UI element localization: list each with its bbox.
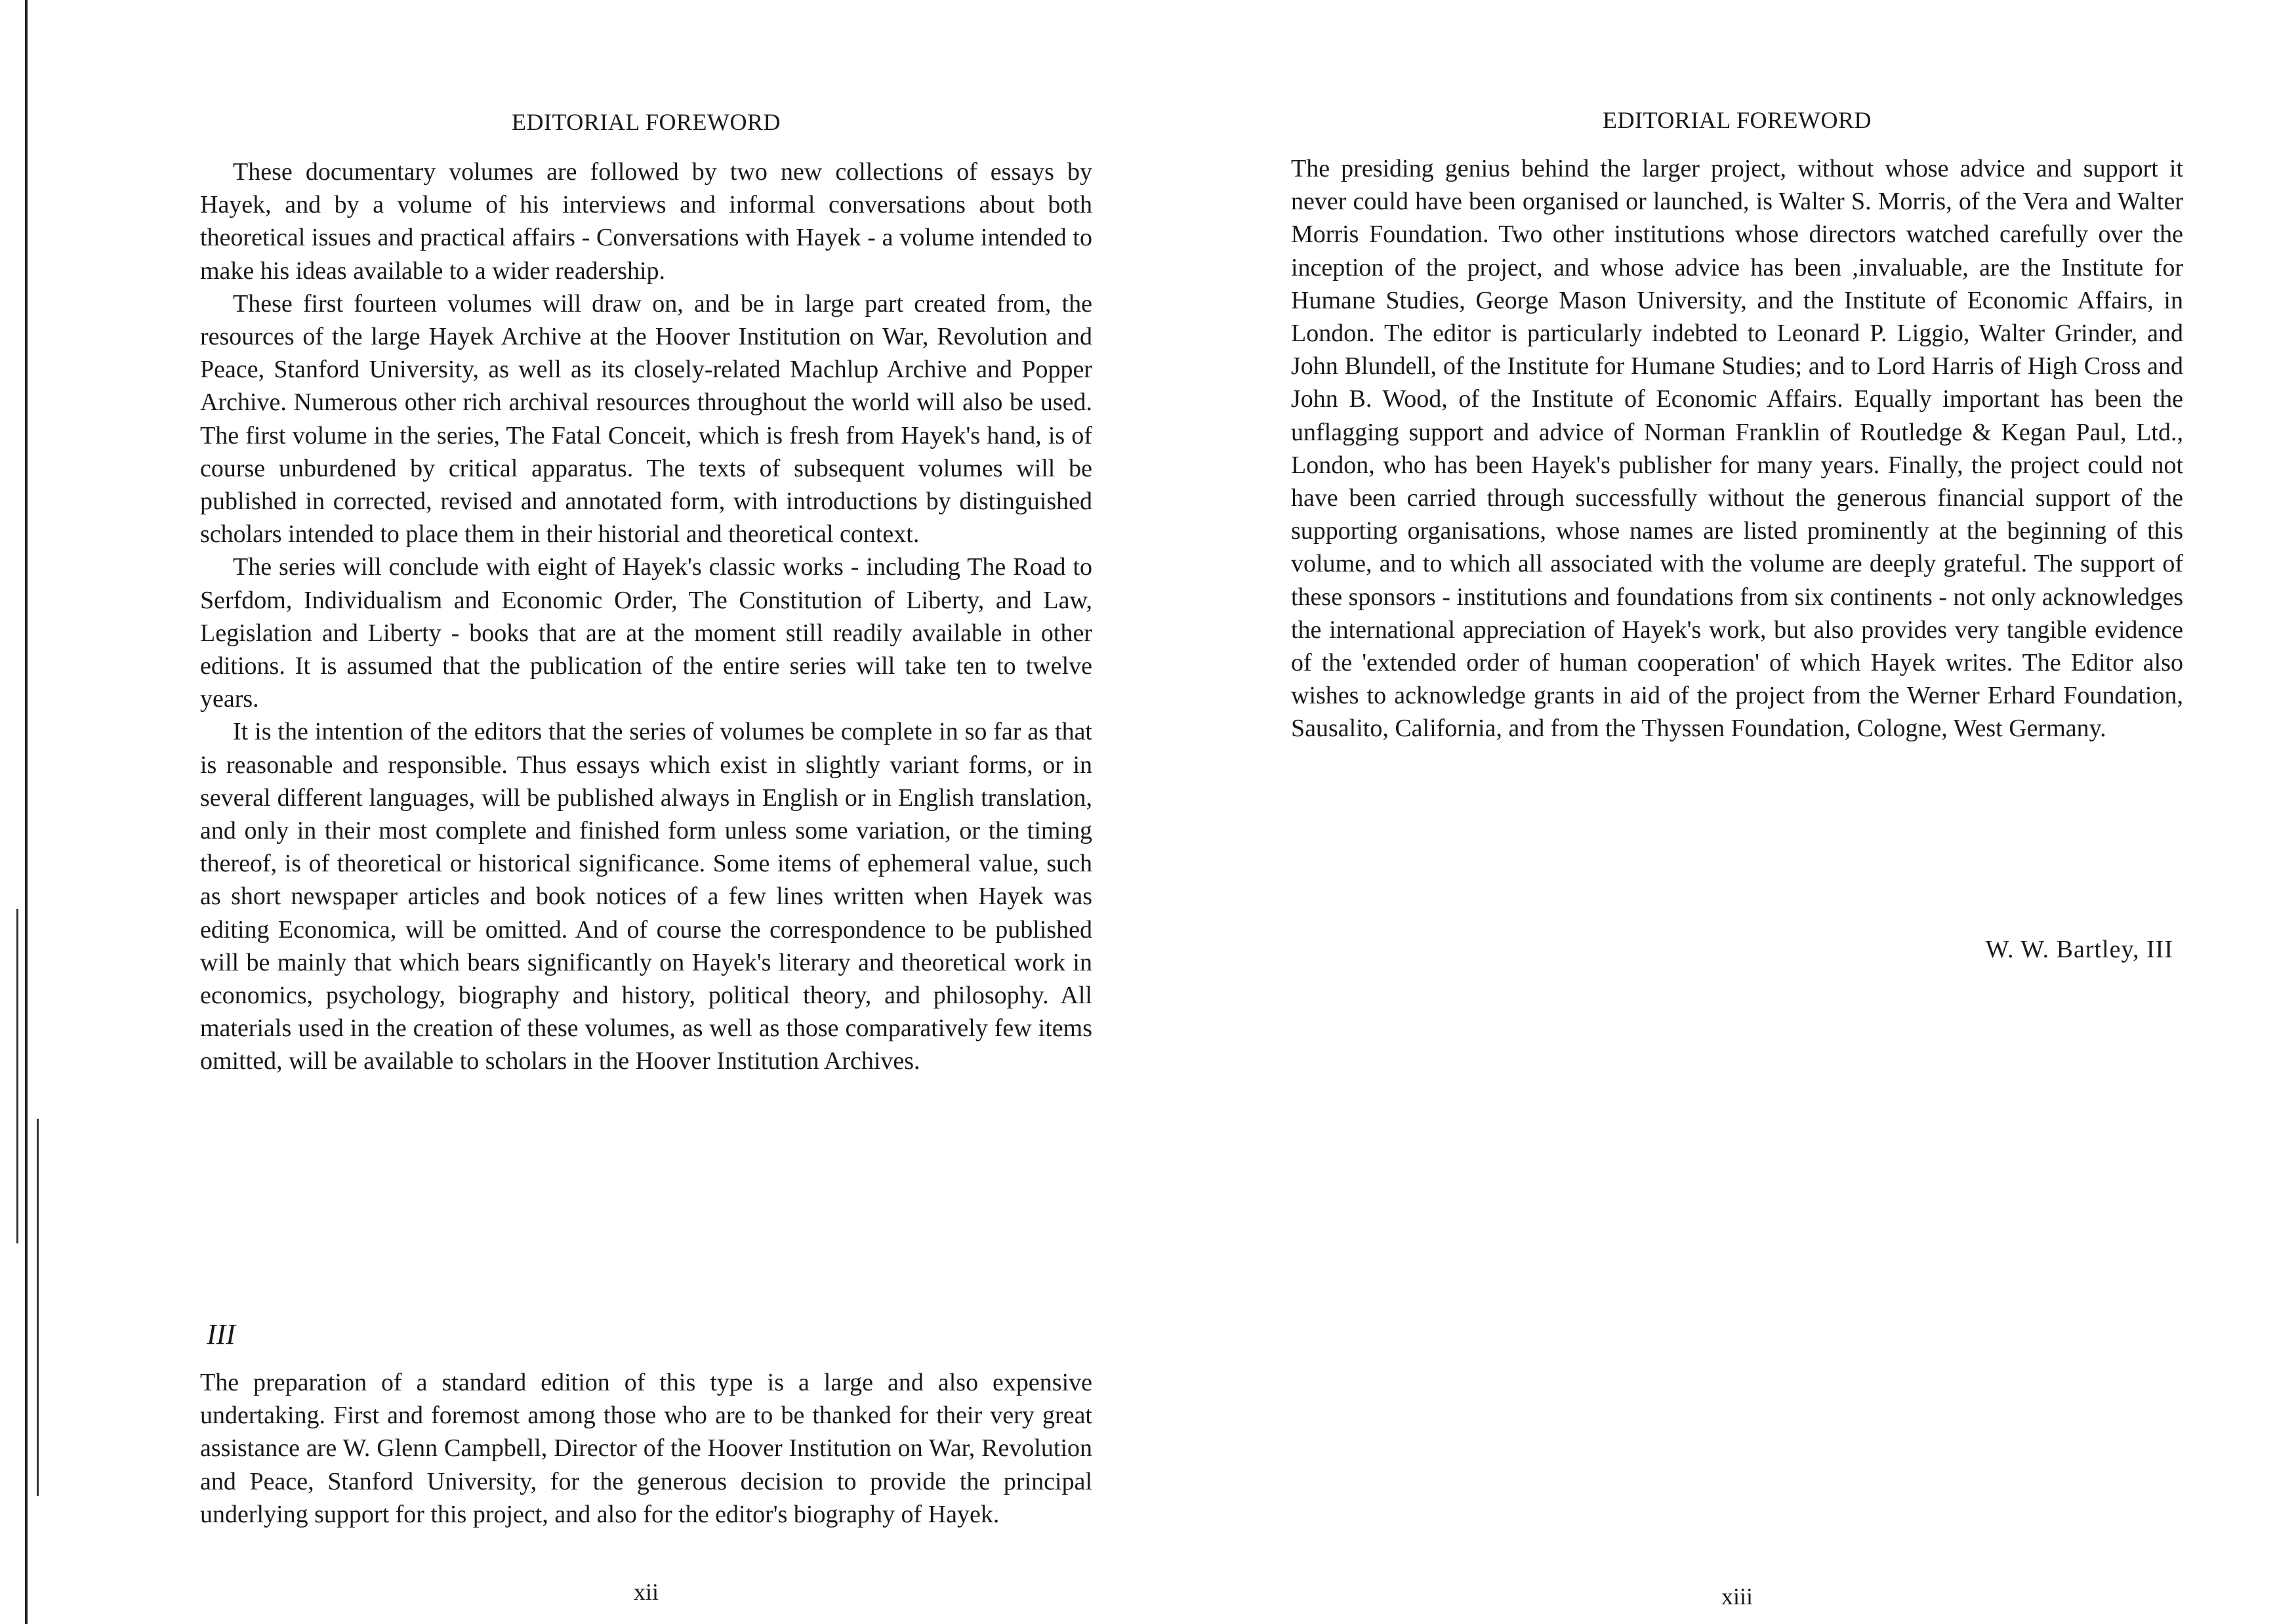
body-text [200,156,1092,1078]
body-text [1291,152,2183,745]
running-head: EDITORIAL FOREWORD [1603,107,1872,133]
paragraph: It is the intention of the editors that the series of volumes be complete in so far as that is reasonable and responsible. Thus essays which exist in slightly variant forms, or in several different languages, will be published always in English or in English translation, and only in their most complete and finished form unless some variation, or the timing thereof, is of theoretical or historical significance. Some items of ephemeral value, such as short newspaper articles and book notices of a few lines written when Hayek was editing Economica, will be omitted. And of course the correspondence to be published will be mainly that which bears significantly on Hayek's literary and theoretical work in economics, psychology, biography and history, political theory, and philosophy. All materials used in the creation of these volumes, as well as those comparatively few items omitted, will be available to scholars in the Hoover Institution Archives. [200,718,1092,1075]
paragraph: These documentary volumes are followed by two new collections of essays by Hayek, and by a volume of his interviews and informal conversations about both theoretical issues and practical affairs - Conversations with Hayek - a volume intended to make his ideas available to a wider readership. [200,158,1092,285]
page-number: xiii [1721,1583,1753,1610]
running-head: EDITORIAL FOREWORD [512,109,781,135]
book-spine-edge [25,0,28,1624]
paragraph: The preparation of a standard edition of this type is a large and also expensive undertaking. First and foremost among those who are to be thanked for their very great assistance are W. Glenn Campbell, Director of the Hoover Institution on War, Revolution and Peace, Stanford University, for the generous decision to provide the principal underlying support for this project, and also for the editor's biography of Hayek. [200,1369,1092,1528]
paragraph: The series will conclude with eight of Hayek's classic works - including The Road to Serfdom, Individualism and Economic Order, The Constitution of Liberty, and Law, Legislation and Liberty - books that are at the moment still readily available in other editions. It is assumed that the publication of the entire series will take ten to twelve years. [200,553,1092,713]
author-signature: W. W. Bartley, III [1985,936,2173,963]
paragraph: The presiding genius behind the larger project, without whose advice and support it never could have been organised or launched, is Walter S. Morris, of the Vera and Walter Morris Foundation. Two other institutions whose directors watched carefully over the inception of the project, and whose advice has been ,invaluable, are the Institute for Humane Studies, George Mason University, and the Institute of Economic Affairs, in London. The editor is particularly indebted to Leonard P. Liggio, Walter Grinder, and John Blundell, of the Institute for Humane Studies; and to Lord Harris of High Cross and John B. Wood, of the Institute of Economic Affairs. Equally important has been the unflagging support and advice of Norman Franklin of Routledge & Kegan Paul, Ltd., London, who has been Hayek's publisher for many years. Finally, the project could not have been carried through successfully without the generous financial support of the supporting organisations, whose names are listed prominently at the beginning of this volume, and to which all associated with the volume are deeply grateful. The support of these sponsors - institutions and foundations from six continents - not only acknowledges the international appreciation of Hayek's work, but also provides very tangible evidence of the 'extended order of human cooperation' of which Hayek writes. The Editor also wishes to acknowledge grants in aid of the project from the Werner Erhard Foundation, Sausalito, California, and from the Thyssen Foundation, Cologne, West Germany. [1291,155,2183,743]
margin-line-mark [16,909,18,1243]
page-number: xii [633,1579,659,1605]
margin-line-mark [37,1119,39,1496]
paragraph: These first fourteen volumes will draw on, and be in large part created from, the resources of the large Hayek Archive at the Hoover Institution on War, Revolution and Peace, Stanford University, as well as its closely-related Machlup Archive and Popper Archive. Numerous other rich archival resources throughout the world will also be used. The first volume in the series, The Fatal Conceit, which is fresh from Hayek's hand, is of course unburdened by critical apparatus. The texts of subsequent volumes will be published in corrected, revised and annotated form, with introductions by distinguished scholars intended to place them in their historial and theoretical context. [200,289,1092,549]
section-heading: III [207,1318,236,1350]
body-text [200,1366,1092,1531]
